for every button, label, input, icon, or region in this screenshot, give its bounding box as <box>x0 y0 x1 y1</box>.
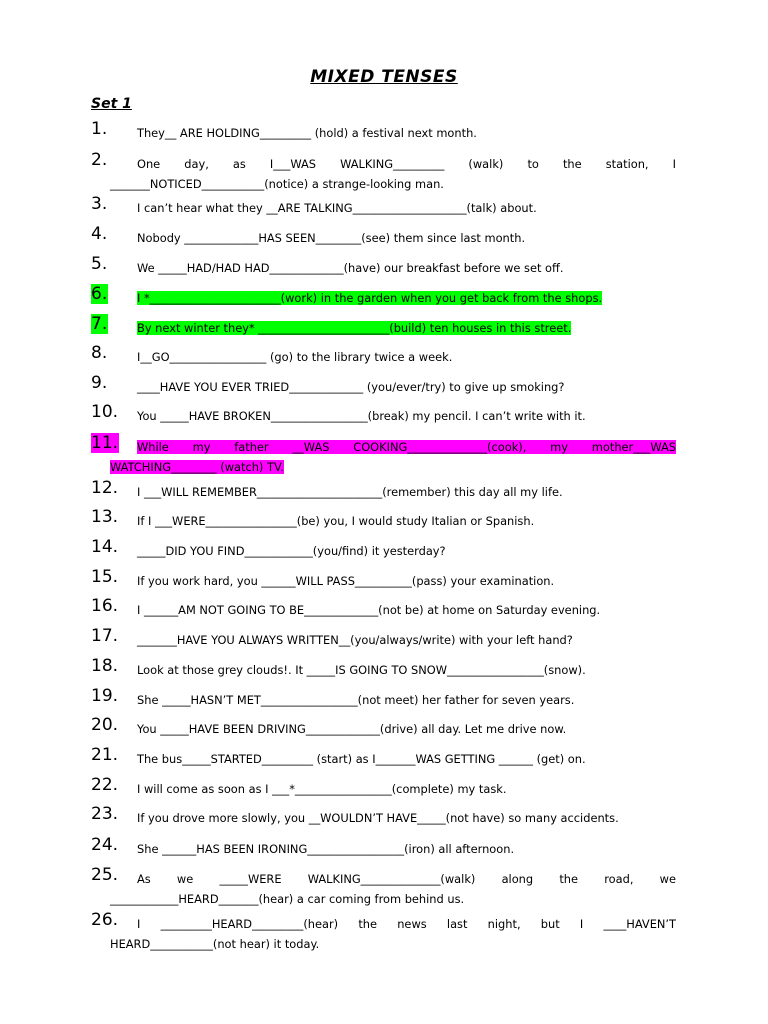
item-number: 8. <box>91 343 108 363</box>
item-number: 10. <box>91 402 119 422</box>
item-text <box>137 511 676 531</box>
item-number: 2. <box>91 150 108 170</box>
item-sentence: You _____HAVE BEEN DRIVING_____________(drive) all day. Let me drive now. <box>137 722 567 736</box>
item-sentence: By next winter they* _______________________(build) ten houses in this street. <box>137 321 572 335</box>
item-number: 14. <box>91 537 119 557</box>
item-number: 9. <box>91 373 108 393</box>
item-sentence: They__ ARE HOLDING_________ (hold) a festival next month. <box>137 126 477 140</box>
item-text <box>137 318 676 338</box>
item-text <box>137 914 676 934</box>
item-number: 16. <box>91 596 119 616</box>
item-sentence: If I ___WERE________________(be) you, I would study Italian or Spanish. <box>137 514 535 528</box>
item-sentence: _____DID YOU FIND____________(you/find) it yesterday? <box>137 544 446 558</box>
item-number: 23. <box>91 804 119 824</box>
item-text <box>137 630 676 650</box>
item-sentence: ____HAVE YOU EVER TRIED_____________ (you/ever/try) to give up smoking? <box>137 380 565 394</box>
item-sentence: Look at those grey clouds!. It _____IS GOING TO SNOW_________________(snow). <box>137 663 586 677</box>
item-number: 15. <box>91 567 119 587</box>
item-number: 25. <box>91 865 119 885</box>
item-number: 5. <box>91 254 108 274</box>
item-number: 11. <box>91 433 119 453</box>
item-sentence: The bus_____STARTED_________ (start) as I_______WAS GETTING ______ (get) on. <box>137 752 586 766</box>
item-number: 17. <box>91 626 119 646</box>
item-sentence: I__GO_________________ (go) to the library twice a week. <box>137 350 453 364</box>
item-sentence: Nobody _____________HAS SEEN________(see) them since last month. <box>137 231 526 245</box>
item-text <box>137 660 676 680</box>
item-number: 13. <box>91 507 119 527</box>
item-number: 24. <box>91 835 119 855</box>
item-continuation <box>110 174 444 194</box>
item-sentence: We _____HAD/HAD HAD_____________(have) our breakfast before we set off. <box>137 261 564 275</box>
item-text <box>137 571 676 591</box>
item-sentence: If you work hard, you ______WILL PASS__________(pass) your examination. <box>137 574 555 588</box>
item-sentence: I _________HEARD_________(hear) the news last night, but I ____HAVEN’T <box>137 917 676 931</box>
item-number: 4. <box>91 224 108 244</box>
item-text <box>137 749 676 769</box>
page-title: MIXED TENSES <box>310 67 458 87</box>
item-text <box>137 437 676 457</box>
item-continuation-text: _______NOTICED___________(notice) a strange-looking man. <box>110 177 444 191</box>
item-continuation <box>110 889 464 909</box>
item-text <box>137 258 676 278</box>
item-text <box>137 839 676 859</box>
item-number: 3. <box>91 194 108 214</box>
item-text <box>137 779 676 799</box>
item-text <box>137 154 676 174</box>
item-text <box>137 347 676 367</box>
item-text <box>137 719 676 739</box>
item-sentence: You _____HAVE BROKEN_________________(break) my pencil. I can’t write with it. <box>137 409 586 423</box>
item-sentence: I *_______________________(work) in the garden when you get back from the shops. <box>137 291 603 305</box>
item-text <box>137 808 676 828</box>
item-sentence: One day, as I___WAS WALKING_________ (walk) to the station, I <box>137 157 676 171</box>
item-number: 6. <box>91 284 108 304</box>
item-sentence: I will come as soon as I ___*_________________(complete) my task. <box>137 782 507 796</box>
item-number: 22. <box>91 775 119 795</box>
set-heading: Set 1 <box>91 96 132 112</box>
item-number: 26. <box>91 910 119 930</box>
item-text <box>137 869 676 889</box>
item-sentence: I ______AM NOT GOING TO BE_____________(not be) at home on Saturday evening. <box>137 603 601 617</box>
item-continuation <box>110 457 284 477</box>
item-text <box>137 600 676 620</box>
item-number: 12. <box>91 478 119 498</box>
item-text <box>137 198 676 218</box>
item-number: 20. <box>91 715 119 735</box>
item-number: 7. <box>91 314 108 334</box>
item-sentence: While my father __WAS COOKING______________(cook), my mother___WAS <box>137 440 676 454</box>
item-sentence: She _____HASN’T MET_________________(not meet) her father for seven years. <box>137 693 575 707</box>
item-text <box>137 228 676 248</box>
item-continuation-text: HEARD___________(not hear) it today. <box>110 937 320 951</box>
item-text <box>137 123 676 143</box>
item-text <box>137 377 676 397</box>
item-number: 19. <box>91 686 119 706</box>
item-continuation <box>110 934 319 954</box>
item-text <box>137 288 676 308</box>
item-number: 18. <box>91 656 119 676</box>
item-sentence: As we _____WERE WALKING______________(walk) along the road, we <box>137 872 676 886</box>
item-sentence: _______HAVE YOU ALWAYS WRITTEN__(you/always/write) with your left hand? <box>137 633 573 647</box>
item-text <box>137 541 676 561</box>
item-continuation-text: ____________HEARD_______(hear) a car coming from behind us. <box>110 892 465 906</box>
item-text <box>137 690 676 710</box>
item-sentence: She ______HAS BEEN IRONING_________________(iron) all afternoon. <box>137 842 515 856</box>
item-sentence: I ___WILL REMEMBER______________________(remember) this day all my life. <box>137 485 563 499</box>
item-sentence: If you drove more slowly, you __WOULDN’T HAVE_____(not have) so many accidents. <box>137 811 619 825</box>
item-number: 21. <box>91 745 119 765</box>
item-continuation-text: WATCHING________ (watch) TV. <box>110 460 284 474</box>
item-sentence: I can’t hear what they __ARE TALKING____________________(talk) about. <box>137 201 537 215</box>
item-number: 1. <box>91 119 108 139</box>
item-text <box>137 482 676 502</box>
item-text <box>137 406 676 426</box>
